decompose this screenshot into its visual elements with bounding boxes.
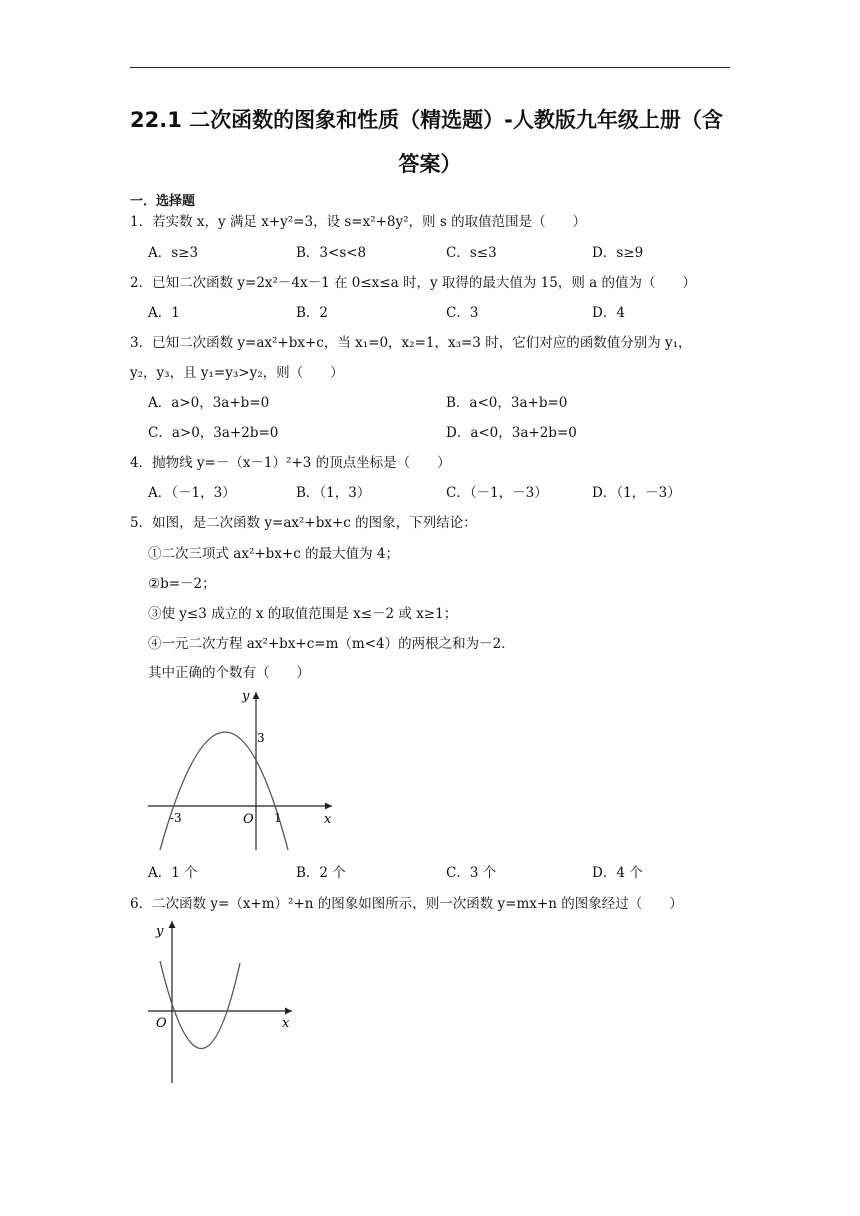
question-6-stem: 6．二次函数 y=（x+m）²+n 的图象如图所示，则一次函数 y=mx+n 的图象经过（ ） [130,896,683,912]
question-2-stem: 2．已知二次函数 y=2x²－4x－1 在 0≤x≤a 时，y 取得的最大值为 15，则 a 的值为（ ） [130,275,696,291]
tick-label-neg3: -3 [170,811,182,825]
question-2-option-b: B．2 [296,305,329,321]
tick-label-1: 1 [274,811,282,825]
origin-label: O [243,812,254,827]
question-6-graph [140,915,305,1087]
question-5-graph [140,682,345,852]
question-5-statement-3: ③使 y≤3 成立的 x 的取值范围是 x≤－2 或 x≥1； [148,606,458,622]
question-5-statement-2: ②b=－2； [148,576,216,592]
question-5-option-c: C．3 个 [446,865,497,881]
parabola-curve [160,732,288,850]
x-axis-label: x [324,812,332,827]
question-4-option-a: A．（－1，3） [148,485,236,501]
origin-label: O [156,1016,167,1031]
question-5-option-a: A．1 个 [148,865,198,881]
question-3-stem-line2: y₂，y₃，且 y₁=y₃>y₂，则（ ） [130,365,344,381]
question-4-option-c: C．（－1，－3） [446,485,548,501]
question-5-prompt: 其中正确的个数有（ ） [148,665,310,681]
question-5-statement-4: ④一元二次方程 ax²+bx+c=m（m<4）的两根之和为－2． [148,636,515,652]
question-4-option-b: B．（1，3） [296,485,371,501]
tick-label-3: 3 [257,731,265,745]
question-4-option-d: D．（1，－3） [592,485,681,501]
question-1-option-b: B．3<s<8 [296,245,367,261]
question-5-statement-1: ①二次三项式 ax²+bx+c 的最大值为 4； [148,546,399,562]
question-3-option-b: B．a<0，3a+b=0 [446,395,568,411]
question-4-stem: 4．抛物线 y=－（x－1）²+3 的顶点坐标是（ ） [130,455,451,471]
question-1-option-a: A．s≥3 [148,245,199,261]
question-2-option-a: A．1 [148,305,180,321]
header-rule [130,67,730,68]
page-title-line1: 22.1 二次函数的图象和性质（精选题）-人教版九年级上册（含 [130,108,723,132]
question-5-option-b: B．2 个 [296,865,346,881]
question-3-stem-line1: 3．已知二次函数 y=ax²+bx+c，当 x₁=0，x₂=1，x₃=3 时，它们对应的函数值分别为 y₁， [130,335,692,351]
section-heading: 一．选择题 [130,194,196,209]
x-axis-label: x [282,1016,290,1031]
page-title-line2: 答案） [398,152,462,176]
question-3-option-c: C．a>0，3a+2b=0 [148,425,279,441]
question-1-option-c: C．s≤3 [446,245,497,261]
question-1-option-d: D．s≥9 [592,245,644,261]
question-3-option-a: A．a>0，3a+b=0 [148,395,270,411]
question-5-option-d: D．4 个 [592,865,643,881]
question-1-stem: 1．若实数 x，y 满足 x+y²=3，设 s=x²+8y²，则 s 的取值范围是（ ） [130,214,587,230]
question-5-stem: 5．如图，是二次函数 y=ax²+bx+c 的图象，下列结论： [130,515,477,531]
question-2-option-d: D．4 [592,305,625,321]
y-axis-label: y [156,924,164,939]
y-axis-label: y [242,689,250,704]
question-3-option-d: D．a<0，3a+2b=0 [446,425,577,441]
question-2-option-c: C．3 [446,305,479,321]
